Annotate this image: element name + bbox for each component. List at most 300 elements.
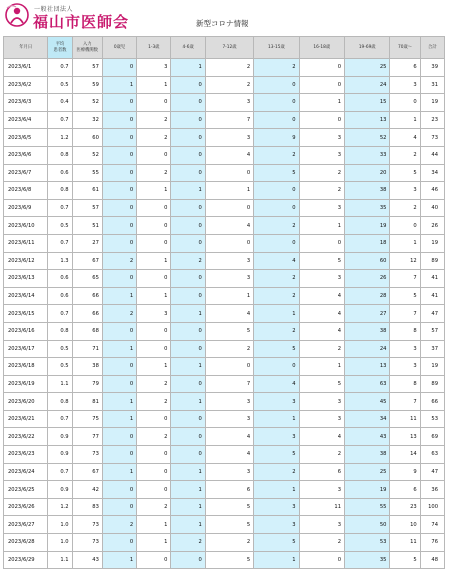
cell-avg-patients: 0.8 bbox=[48, 322, 72, 340]
cell-age-0: 0 bbox=[102, 111, 136, 129]
table-header-row bbox=[4, 37, 445, 59]
org-type-label: 一般社団法人 bbox=[34, 7, 74, 13]
table-row bbox=[4, 111, 445, 129]
cell-age-13-15: 0 bbox=[254, 358, 299, 376]
cell-age-4-6: 0 bbox=[171, 164, 205, 182]
cell-age-0: 0 bbox=[102, 129, 136, 147]
cell-age-0: 1 bbox=[102, 463, 136, 481]
cell-total: 53 bbox=[420, 410, 444, 428]
cell-age-0: 0 bbox=[102, 217, 136, 235]
cell-reporting-clinics: 66 bbox=[72, 287, 102, 305]
cell-age-0: 1 bbox=[102, 410, 136, 428]
cell-age-1-3: 1 bbox=[137, 534, 171, 552]
cell-age-70-plus: 8 bbox=[390, 375, 420, 393]
cell-age-13-15: 5 bbox=[254, 446, 299, 464]
cell-age-7-12: 0 bbox=[205, 199, 253, 217]
cell-age-13-15: 0 bbox=[254, 111, 299, 129]
cell-avg-patients: 0.9 bbox=[48, 481, 72, 499]
cell-age-70-plus: 7 bbox=[390, 305, 420, 323]
cell-age-1-3: 1 bbox=[137, 358, 171, 376]
cell-age-16-18: 1 bbox=[299, 94, 344, 112]
cell-age-16-18: 2 bbox=[299, 164, 344, 182]
cell-age-19-69: 45 bbox=[345, 393, 390, 411]
cell-avg-patients: 0.9 bbox=[48, 446, 72, 464]
cell-avg-patients: 0.7 bbox=[48, 463, 72, 481]
cell-avg-patients: 0.4 bbox=[48, 94, 72, 112]
cell-age-13-15: 4 bbox=[254, 375, 299, 393]
cell-age-1-3: 0 bbox=[137, 410, 171, 428]
cell-avg-patients: 0.7 bbox=[48, 234, 72, 252]
cell-age-1-3: 0 bbox=[137, 551, 171, 569]
cell-age-4-6: 1 bbox=[171, 59, 205, 77]
cell-age-1-3: 2 bbox=[137, 164, 171, 182]
cell-age-7-12: 0 bbox=[205, 358, 253, 376]
cell-age-70-plus: 2 bbox=[390, 199, 420, 217]
cell-date: 2023/6/14 bbox=[4, 287, 48, 305]
table-row bbox=[4, 164, 445, 182]
cell-age-7-12: 0 bbox=[205, 164, 253, 182]
cell-age-4-6: 0 bbox=[171, 217, 205, 235]
cell-total: 41 bbox=[420, 287, 444, 305]
cell-date: 2023/6/28 bbox=[4, 534, 48, 552]
table-row bbox=[4, 199, 445, 217]
cell-total: 36 bbox=[420, 481, 444, 499]
cell-age-19-69: 27 bbox=[345, 305, 390, 323]
cell-date: 2023/6/29 bbox=[4, 551, 48, 569]
cell-reporting-clinics: 67 bbox=[72, 463, 102, 481]
cell-date: 2023/6/10 bbox=[4, 217, 48, 235]
table-row bbox=[4, 534, 445, 552]
cell-age-16-18: 0 bbox=[299, 111, 344, 129]
cell-age-19-69: 24 bbox=[345, 340, 390, 358]
cell-avg-patients: 0.8 bbox=[48, 393, 72, 411]
table-row bbox=[4, 340, 445, 358]
cell-reporting-clinics: 73 bbox=[72, 516, 102, 534]
cell-age-4-6: 1 bbox=[171, 305, 205, 323]
cell-age-4-6: 0 bbox=[171, 199, 205, 217]
cell-age-7-12: 5 bbox=[205, 498, 253, 516]
table-row bbox=[4, 410, 445, 428]
cell-age-4-6: 0 bbox=[171, 428, 205, 446]
cell-age-16-18: 0 bbox=[299, 234, 344, 252]
cell-age-13-15: 2 bbox=[254, 59, 299, 77]
cell-date: 2023/6/17 bbox=[4, 340, 48, 358]
cell-age-7-12: 2 bbox=[205, 340, 253, 358]
cell-age-4-6: 1 bbox=[171, 393, 205, 411]
cell-age-13-15: 0 bbox=[254, 94, 299, 112]
cell-age-13-15: 3 bbox=[254, 516, 299, 534]
cell-age-4-6: 2 bbox=[171, 252, 205, 270]
cell-age-13-15: 3 bbox=[254, 498, 299, 516]
table-row bbox=[4, 76, 445, 94]
cell-age-1-3: 2 bbox=[137, 393, 171, 411]
table-row bbox=[4, 94, 445, 112]
cell-total: 74 bbox=[420, 516, 444, 534]
cell-age-4-6: 0 bbox=[171, 410, 205, 428]
cell-age-0: 0 bbox=[102, 428, 136, 446]
cell-age-4-6: 0 bbox=[171, 129, 205, 147]
cell-age-1-3: 2 bbox=[137, 129, 171, 147]
cell-age-70-plus: 9 bbox=[390, 463, 420, 481]
cell-age-0: 0 bbox=[102, 358, 136, 376]
cell-date: 2023/6/20 bbox=[4, 393, 48, 411]
cell-age-13-15: 2 bbox=[254, 463, 299, 481]
cell-reporting-clinics: 52 bbox=[72, 94, 102, 112]
cell-age-16-18: 3 bbox=[299, 481, 344, 499]
cell-age-7-12: 4 bbox=[205, 305, 253, 323]
cell-age-13-15: 0 bbox=[254, 76, 299, 94]
cell-age-4-6: 0 bbox=[171, 270, 205, 288]
cell-age-7-12: 3 bbox=[205, 393, 253, 411]
cell-age-1-3: 0 bbox=[137, 322, 171, 340]
cell-reporting-clinics: 61 bbox=[72, 182, 102, 200]
cell-age-70-plus: 3 bbox=[390, 76, 420, 94]
cell-age-13-15: 3 bbox=[254, 428, 299, 446]
cell-age-13-15: 4 bbox=[254, 252, 299, 270]
cell-age-4-6: 0 bbox=[171, 111, 205, 129]
cell-age-19-69: 15 bbox=[345, 94, 390, 112]
cell-date: 2023/6/18 bbox=[4, 358, 48, 376]
cell-age-13-15: 1 bbox=[254, 410, 299, 428]
cell-age-1-3: 1 bbox=[137, 287, 171, 305]
cell-age-7-12: 3 bbox=[205, 410, 253, 428]
cell-age-1-3: 0 bbox=[137, 234, 171, 252]
cell-age-1-3: 2 bbox=[137, 498, 171, 516]
cell-reporting-clinics: 43 bbox=[72, 551, 102, 569]
cell-age-16-18: 1 bbox=[299, 358, 344, 376]
cell-date: 2023/6/26 bbox=[4, 498, 48, 516]
cell-avg-patients: 0.6 bbox=[48, 270, 72, 288]
cell-age-7-12: 3 bbox=[205, 270, 253, 288]
cell-age-13-15: 0 bbox=[254, 199, 299, 217]
cell-age-4-6: 0 bbox=[171, 446, 205, 464]
cell-age-7-12: 4 bbox=[205, 146, 253, 164]
cell-age-1-3: 2 bbox=[137, 375, 171, 393]
table-row bbox=[4, 446, 445, 464]
cell-age-19-69: 18 bbox=[345, 234, 390, 252]
column-header-age-7-12: 7-12歳 bbox=[205, 37, 253, 59]
cell-age-4-6: 0 bbox=[171, 322, 205, 340]
cell-age-16-18: 3 bbox=[299, 393, 344, 411]
cell-total: 89 bbox=[420, 252, 444, 270]
cell-age-0: 0 bbox=[102, 498, 136, 516]
cell-age-13-15: 9 bbox=[254, 129, 299, 147]
column-header-total: 合計 bbox=[420, 37, 444, 59]
cell-total: 63 bbox=[420, 446, 444, 464]
cell-date: 2023/6/19 bbox=[4, 375, 48, 393]
cell-age-70-plus: 6 bbox=[390, 481, 420, 499]
cell-total: 37 bbox=[420, 340, 444, 358]
column-header-avg-patients: 平均 患者数 bbox=[48, 37, 72, 59]
cell-age-0: 0 bbox=[102, 146, 136, 164]
cell-avg-patients: 0.7 bbox=[48, 59, 72, 77]
cell-age-16-18: 3 bbox=[299, 270, 344, 288]
cell-age-4-6: 1 bbox=[171, 358, 205, 376]
table-row bbox=[4, 270, 445, 288]
cell-age-4-6: 1 bbox=[171, 182, 205, 200]
cell-age-1-3: 1 bbox=[137, 516, 171, 534]
cell-age-1-3: 2 bbox=[137, 428, 171, 446]
column-header-age-16-18: 16-18歳 bbox=[299, 37, 344, 59]
cell-age-19-69: 50 bbox=[345, 516, 390, 534]
cell-total: 44 bbox=[420, 146, 444, 164]
cell-reporting-clinics: 73 bbox=[72, 534, 102, 552]
cell-reporting-clinics: 57 bbox=[72, 199, 102, 217]
cell-age-7-12: 2 bbox=[205, 76, 253, 94]
cell-age-1-3: 2 bbox=[137, 111, 171, 129]
cell-age-19-69: 26 bbox=[345, 270, 390, 288]
cell-age-70-plus: 0 bbox=[390, 217, 420, 235]
cell-age-19-69: 24 bbox=[345, 76, 390, 94]
cell-age-16-18: 3 bbox=[299, 516, 344, 534]
cell-date: 2023/6/22 bbox=[4, 428, 48, 446]
cell-date: 2023/6/7 bbox=[4, 164, 48, 182]
cell-age-1-3: 0 bbox=[137, 340, 171, 358]
table-row bbox=[4, 217, 445, 235]
cell-age-13-15: 0 bbox=[254, 234, 299, 252]
cell-reporting-clinics: 51 bbox=[72, 217, 102, 235]
cell-age-0: 0 bbox=[102, 234, 136, 252]
cell-date: 2023/6/11 bbox=[4, 234, 48, 252]
table-row bbox=[4, 305, 445, 323]
cell-age-16-18: 4 bbox=[299, 305, 344, 323]
covid-daily-table bbox=[3, 36, 445, 569]
cell-total: 40 bbox=[420, 199, 444, 217]
cell-age-1-3: 0 bbox=[137, 446, 171, 464]
cell-age-16-18: 2 bbox=[299, 446, 344, 464]
cell-age-19-69: 19 bbox=[345, 217, 390, 235]
cell-date: 2023/6/24 bbox=[4, 463, 48, 481]
column-header-reporting-clinics: 入力 医療機関数 bbox=[72, 37, 102, 59]
cell-reporting-clinics: 27 bbox=[72, 234, 102, 252]
cell-age-16-18: 0 bbox=[299, 76, 344, 94]
cell-reporting-clinics: 65 bbox=[72, 270, 102, 288]
cell-age-1-3: 3 bbox=[137, 305, 171, 323]
table-row bbox=[4, 59, 445, 77]
cell-age-0: 1 bbox=[102, 76, 136, 94]
cell-avg-patients: 0.8 bbox=[48, 182, 72, 200]
cell-age-0: 1 bbox=[102, 393, 136, 411]
cell-age-7-12: 4 bbox=[205, 446, 253, 464]
cell-age-19-69: 25 bbox=[345, 463, 390, 481]
cell-age-13-15: 2 bbox=[254, 217, 299, 235]
cell-age-70-plus: 3 bbox=[390, 358, 420, 376]
table-row bbox=[4, 182, 445, 200]
cell-avg-patients: 0.8 bbox=[48, 146, 72, 164]
cell-age-1-3: 0 bbox=[137, 217, 171, 235]
page-title: 新型コロナ情報 bbox=[196, 19, 249, 28]
cell-age-70-plus: 3 bbox=[390, 340, 420, 358]
cell-age-16-18: 3 bbox=[299, 199, 344, 217]
cell-age-4-6: 0 bbox=[171, 551, 205, 569]
cell-age-1-3: 1 bbox=[137, 76, 171, 94]
table-row bbox=[4, 129, 445, 147]
cell-age-16-18: 5 bbox=[299, 375, 344, 393]
cell-total: 23 bbox=[420, 111, 444, 129]
cell-age-19-69: 63 bbox=[345, 375, 390, 393]
cell-age-1-3: 0 bbox=[137, 481, 171, 499]
cell-age-0: 0 bbox=[102, 199, 136, 217]
cell-reporting-clinics: 79 bbox=[72, 375, 102, 393]
cell-age-4-6: 0 bbox=[171, 287, 205, 305]
cell-reporting-clinics: 83 bbox=[72, 498, 102, 516]
cell-age-19-69: 35 bbox=[345, 199, 390, 217]
cell-age-19-69: 28 bbox=[345, 287, 390, 305]
cell-reporting-clinics: 81 bbox=[72, 393, 102, 411]
cell-date: 2023/6/12 bbox=[4, 252, 48, 270]
cell-age-19-69: 20 bbox=[345, 164, 390, 182]
cell-age-70-plus: 7 bbox=[390, 393, 420, 411]
cell-age-70-plus: 3 bbox=[390, 182, 420, 200]
cell-age-19-69: 33 bbox=[345, 146, 390, 164]
cell-age-16-18: 3 bbox=[299, 129, 344, 147]
table-row bbox=[4, 551, 445, 569]
cell-avg-patients: 0.5 bbox=[48, 358, 72, 376]
cell-age-1-3: 0 bbox=[137, 199, 171, 217]
cell-age-7-12: 7 bbox=[205, 111, 253, 129]
table-row bbox=[4, 287, 445, 305]
cell-age-16-18: 1 bbox=[299, 217, 344, 235]
org-name: 福山市医師会 bbox=[33, 13, 130, 31]
cell-age-70-plus: 5 bbox=[390, 164, 420, 182]
cell-age-70-plus: 4 bbox=[390, 129, 420, 147]
cell-age-0: 2 bbox=[102, 516, 136, 534]
cell-reporting-clinics: 52 bbox=[72, 146, 102, 164]
cell-age-70-plus: 0 bbox=[390, 94, 420, 112]
cell-age-7-12: 2 bbox=[205, 59, 253, 77]
cell-age-13-15: 2 bbox=[254, 322, 299, 340]
cell-age-19-69: 53 bbox=[345, 534, 390, 552]
cell-age-0: 0 bbox=[102, 182, 136, 200]
cell-total: 48 bbox=[420, 551, 444, 569]
cell-age-0: 0 bbox=[102, 534, 136, 552]
column-header-date: 年月日 bbox=[4, 37, 48, 59]
cell-total: 73 bbox=[420, 129, 444, 147]
cell-date: 2023/6/9 bbox=[4, 199, 48, 217]
cell-avg-patients: 1.2 bbox=[48, 498, 72, 516]
cell-date: 2023/6/27 bbox=[4, 516, 48, 534]
column-header-age-13-15: 13-15歳 bbox=[254, 37, 299, 59]
cell-age-1-3: 1 bbox=[137, 252, 171, 270]
table-row bbox=[4, 481, 445, 499]
cell-age-0: 1 bbox=[102, 551, 136, 569]
cell-age-4-6: 0 bbox=[171, 76, 205, 94]
cell-age-16-18: 5 bbox=[299, 252, 344, 270]
cell-age-16-18: 3 bbox=[299, 146, 344, 164]
cell-age-4-6: 1 bbox=[171, 463, 205, 481]
cell-age-4-6: 0 bbox=[171, 340, 205, 358]
table-row bbox=[4, 498, 445, 516]
table-body bbox=[4, 59, 445, 569]
cell-age-70-plus: 12 bbox=[390, 252, 420, 270]
cell-reporting-clinics: 32 bbox=[72, 111, 102, 129]
cell-age-70-plus: 11 bbox=[390, 410, 420, 428]
cell-avg-patients: 0.5 bbox=[48, 340, 72, 358]
cell-age-13-15: 5 bbox=[254, 164, 299, 182]
cell-avg-patients: 0.7 bbox=[48, 111, 72, 129]
cell-age-0: 1 bbox=[102, 340, 136, 358]
cell-avg-patients: 0.6 bbox=[48, 164, 72, 182]
cell-age-7-12: 2 bbox=[205, 534, 253, 552]
table-row bbox=[4, 252, 445, 270]
table-row bbox=[4, 358, 445, 376]
table-row bbox=[4, 146, 445, 164]
cell-age-7-12: 0 bbox=[205, 234, 253, 252]
cell-age-19-69: 34 bbox=[345, 410, 390, 428]
cell-date: 2023/6/3 bbox=[4, 94, 48, 112]
cell-reporting-clinics: 55 bbox=[72, 164, 102, 182]
cell-total: 19 bbox=[420, 234, 444, 252]
cell-age-7-12: 7 bbox=[205, 375, 253, 393]
cell-reporting-clinics: 75 bbox=[72, 410, 102, 428]
cell-age-4-6: 1 bbox=[171, 481, 205, 499]
cell-age-4-6: 0 bbox=[171, 375, 205, 393]
cell-avg-patients: 0.7 bbox=[48, 305, 72, 323]
cell-age-16-18: 4 bbox=[299, 428, 344, 446]
cell-age-0: 0 bbox=[102, 59, 136, 77]
cell-date: 2023/6/15 bbox=[4, 305, 48, 323]
cell-age-0: 0 bbox=[102, 164, 136, 182]
cell-age-70-plus: 7 bbox=[390, 270, 420, 288]
cell-age-16-18: 2 bbox=[299, 534, 344, 552]
cell-total: 100 bbox=[420, 498, 444, 516]
cell-reporting-clinics: 71 bbox=[72, 340, 102, 358]
cell-age-16-18: 11 bbox=[299, 498, 344, 516]
cell-age-19-69: 35 bbox=[345, 551, 390, 569]
cell-age-4-6: 0 bbox=[171, 146, 205, 164]
cell-age-70-plus: 11 bbox=[390, 534, 420, 552]
cell-age-13-15: 1 bbox=[254, 305, 299, 323]
cell-age-70-plus: 1 bbox=[390, 234, 420, 252]
cell-date: 2023/6/16 bbox=[4, 322, 48, 340]
cell-age-4-6: 2 bbox=[171, 534, 205, 552]
cell-age-19-69: 38 bbox=[345, 182, 390, 200]
cell-avg-patients: 1.3 bbox=[48, 252, 72, 270]
cell-total: 39 bbox=[420, 59, 444, 77]
cell-age-19-69: 55 bbox=[345, 498, 390, 516]
cell-total: 26 bbox=[420, 217, 444, 235]
cell-total: 34 bbox=[420, 164, 444, 182]
cell-age-19-69: 38 bbox=[345, 446, 390, 464]
cell-date: 2023/6/25 bbox=[4, 481, 48, 499]
cell-age-13-15: 2 bbox=[254, 270, 299, 288]
cell-age-19-69: 43 bbox=[345, 428, 390, 446]
cell-reporting-clinics: 59 bbox=[72, 76, 102, 94]
cell-age-1-3: 0 bbox=[137, 463, 171, 481]
cell-avg-patients: 0.7 bbox=[48, 410, 72, 428]
cell-age-7-12: 1 bbox=[205, 287, 253, 305]
cell-date: 2023/6/21 bbox=[4, 410, 48, 428]
cell-age-1-3: 0 bbox=[137, 146, 171, 164]
cell-age-70-plus: 13 bbox=[390, 428, 420, 446]
cell-avg-patients: 0.6 bbox=[48, 287, 72, 305]
cell-age-16-18: 3 bbox=[299, 410, 344, 428]
table-row bbox=[4, 322, 445, 340]
cell-reporting-clinics: 67 bbox=[72, 252, 102, 270]
cell-age-0: 0 bbox=[102, 270, 136, 288]
cell-avg-patients: 0.9 bbox=[48, 428, 72, 446]
cell-age-13-15: 2 bbox=[254, 287, 299, 305]
cell-reporting-clinics: 42 bbox=[72, 481, 102, 499]
cell-age-70-plus: 5 bbox=[390, 551, 420, 569]
cell-age-70-plus: 23 bbox=[390, 498, 420, 516]
cell-age-16-18: 4 bbox=[299, 287, 344, 305]
cell-age-13-15: 0 bbox=[254, 182, 299, 200]
cell-avg-patients: 0.5 bbox=[48, 217, 72, 235]
cell-age-7-12: 4 bbox=[205, 428, 253, 446]
cell-date: 2023/6/2 bbox=[4, 76, 48, 94]
cell-total: 76 bbox=[420, 534, 444, 552]
